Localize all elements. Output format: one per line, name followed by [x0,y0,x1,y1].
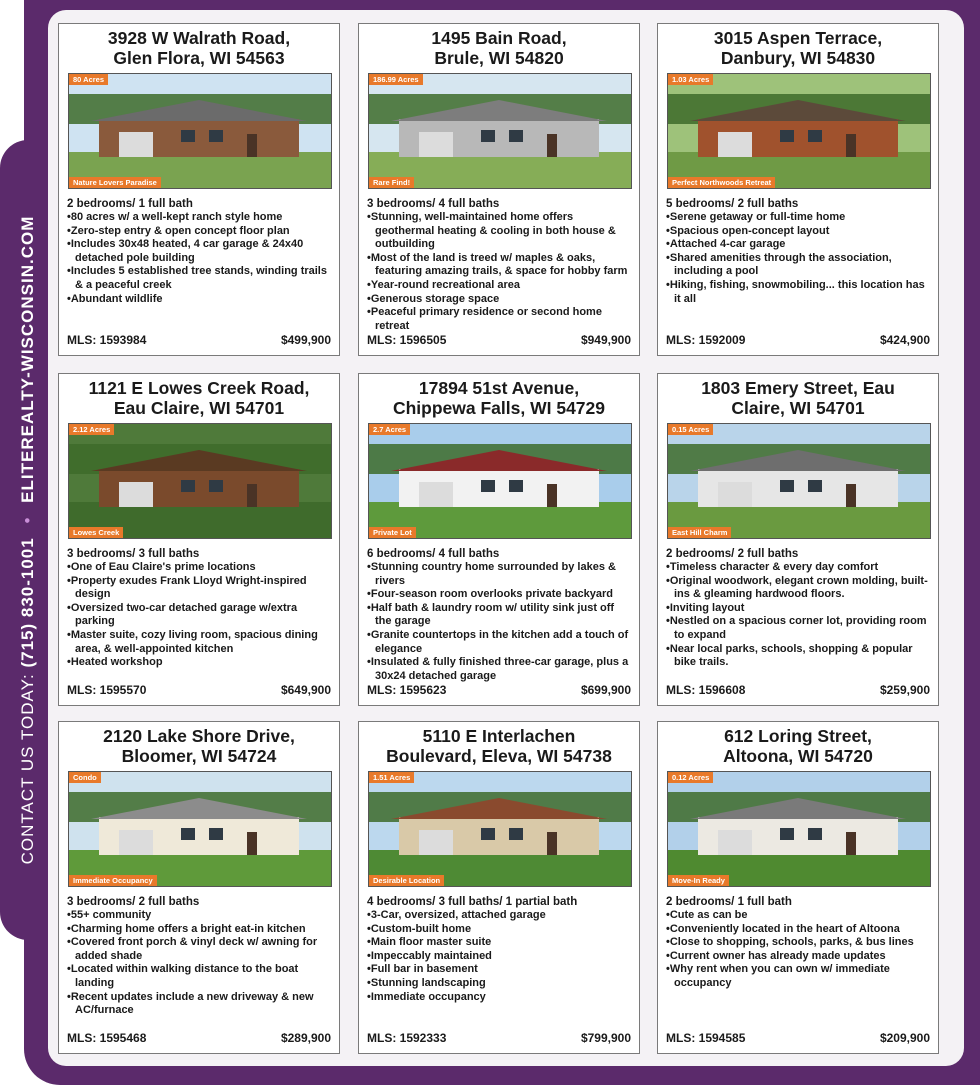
listing-feature: • Master suite, cozy living room, spacious dining area, & well-appointed kitchen [67,629,333,656]
photo-garage-door [419,482,453,507]
listing-footer [666,1031,930,1047]
listing-footer [367,1031,631,1047]
listing-feature: • Current owner has already made updates [666,950,932,964]
listing-feature: • Hiking, fishing, snowmobiling... this location has it all [666,279,932,306]
listing-price: $424,900 [879,333,930,347]
listing-feature: • Half bath & laundry room w/ utility sink just off the garage [367,602,633,629]
address-line-2: Danbury, WI 54830 [720,48,876,68]
listing-feature: • Insulated & fully finished three-car garage, plus a 30x24 detached garage [367,656,633,683]
listing-card[interactable] [358,373,640,706]
photo-window [181,130,195,142]
listing-photo[interactable] [368,73,632,189]
address-line-1: 3928 W Walrath Road, [107,28,291,48]
listing-address[interactable] [658,726,938,766]
photo-caption-badge: Desirable Location [369,875,444,886]
feature-list [666,211,932,306]
mls-number: MLS: 1596505 [367,333,447,347]
bed-bath-summary: 3 bedrooms/ 2 full baths [67,896,200,908]
address-line-1: 3015 Aspen Terrace, [713,28,883,48]
listing-photo[interactable] [368,423,632,539]
listing-feature: • Custom-built home [367,923,633,937]
listings-panel [48,10,964,1066]
photo-garage-door [419,132,453,157]
listing-price: $289,900 [280,1031,331,1045]
photo-caption-badge: Rare Find! [369,177,414,188]
listing-address[interactable] [359,28,639,68]
listing-photo-image [69,424,331,538]
feature-list [367,211,633,333]
listing-address[interactable] [658,28,938,68]
address-line-2: Glen Flora, WI 54563 [113,48,285,68]
photo-window [808,828,822,840]
listing-card[interactable] [358,23,640,356]
listing-feature: • Main floor master suite [367,936,633,950]
mls-number: MLS: 1594585 [666,1031,746,1045]
listing-photo-image [369,74,631,188]
listing-feature: • Impeccably maintained [367,950,633,964]
address-line-1: 1803 Emery Street, Eau [701,378,895,398]
listing-price: $799,900 [580,1031,631,1045]
photo-window [481,130,495,142]
photo-door [547,484,557,507]
photo-caption-badge: Perfect Northwoods Retreat [668,177,775,188]
listing-feature: • Nestled on a spacious corner lot, providing room to expand [666,615,932,642]
listing-feature: • Covered front porch & vinyl deck w/ awning for added shade [67,936,333,963]
address-line-1: 1121 E Lowes Creek Road, [88,378,310,398]
listing-card[interactable] [58,23,340,356]
listing-photo-image [69,772,331,886]
photo-window [509,480,523,492]
listing-feature: • Charming home offers a bright eat-in kitchen [67,923,333,937]
listing-photo[interactable] [667,423,931,539]
photo-window [780,828,794,840]
feature-list [67,561,333,670]
listing-photo-image [668,424,930,538]
website-link[interactable]: ELITEREALTY-WISCONSIN.COM [18,215,37,503]
listing-footer [367,333,631,349]
address-line-2: Altoona, WI 54720 [723,746,873,766]
photo-garage-door [119,132,153,157]
feature-list [67,909,333,1018]
acreage-badge: 1.51 Acres [369,772,414,783]
contact-label: CONTACT US TODAY: [18,673,37,865]
photo-caption-badge: Lowes Creek [69,527,123,538]
listing-footer [367,683,631,699]
listing-feature: • Granite countertops in the kitchen add a touch of elegance [367,629,633,656]
listing-feature: • Full bar in basement [367,963,633,977]
feature-list [666,909,932,991]
mls-number: MLS: 1595623 [367,683,447,697]
photo-caption-badge: Move-In Ready [668,875,729,886]
listing-feature: • Zero-step entry & open concept floor plan [67,225,333,239]
listing-price: $209,900 [879,1031,930,1045]
mls-number: MLS: 1592009 [666,333,746,347]
listing-feature: • Includes 30x48 heated, 4 car garage & 24x40 detached pole building [67,238,333,265]
address-line-1: 17894 51st Avenue, [418,378,580,398]
photo-door [547,832,557,855]
photo-door [247,832,257,855]
listing-feature: • Year-round recreational area [367,279,633,293]
listing-price: $649,900 [280,683,331,697]
address-line-2: Bloomer, WI 54724 [121,746,277,766]
listing-address[interactable] [59,28,339,68]
address-line-2: Eau Claire, WI 54701 [113,398,285,418]
listing-card[interactable] [657,23,939,356]
listing-feature: • Timeless character & every day comfort [666,561,932,575]
listing-feature: • Why rent when you can own w/ immediate occupancy [666,963,932,990]
listing-photo-image [369,424,631,538]
acreage-badge: 2.7 Acres [369,424,410,435]
listing-feature: • Peaceful primary residence or second home retreat [367,306,633,333]
listing-feature: • Stunning country home surrounded by lakes & rivers [367,561,633,588]
listing-feature: • Stunning, well-maintained home offers geothermal heating & cooling in both house & outbuilding [367,211,633,252]
listing-footer [67,333,331,349]
acreage-badge: 0.15 Acres [668,424,713,435]
listing-footer [67,683,331,699]
bed-bath-summary: 2 bedrooms/ 1 full bath [67,198,193,210]
listing-photo-image [69,74,331,188]
listing-feature: • Serene getaway or full-time home [666,211,932,225]
listing-feature: • Oversized two-car detached garage w/extra parking [67,602,333,629]
listing-photo-image [668,772,930,886]
photo-door [547,134,557,157]
feature-list [67,211,333,306]
acreage-badge: 2.12 Acres [69,424,114,435]
acreage-badge: 1.03 Acres [668,74,713,85]
address-line-1: 612 Loring Street, [724,726,872,746]
listing-feature: • Attached 4-car garage [666,238,932,252]
photo-garage-door [119,482,153,507]
listing-feature: • Generous storage space [367,293,633,307]
listing-feature: • Close to shopping, schools, parks, & bus lines [666,936,932,950]
listing-photo[interactable] [667,771,931,887]
listing-feature: • Recent updates include a new driveway & new AC/furnace [67,991,333,1018]
acreage-badge: 80 Acres [69,74,108,85]
address-line-2: Chippewa Falls, WI 54729 [392,398,606,418]
bed-bath-summary: 4 bedrooms/ 3 full baths/ 1 partial bath [367,896,578,908]
listing-feature: • Spacious open-concept layout [666,225,932,239]
listing-address[interactable] [59,726,339,766]
photo-door [846,832,856,855]
listing-photo[interactable] [68,423,332,539]
photo-garage-door [419,830,453,855]
listing-address[interactable] [59,378,339,418]
bed-bath-summary: 2 bedrooms/ 1 full bath [666,896,792,908]
photo-garage-door [718,132,752,157]
bed-bath-summary: 3 bedrooms/ 3 full baths [67,548,200,560]
listing-feature: • Shared amenities through the association, including a pool [666,252,932,279]
photo-window [481,480,495,492]
listing-feature: • Near local parks, schools, shopping & popular bike trails. [666,643,932,670]
acreage-badge: 186.99 Acres [369,74,423,85]
photo-window [780,130,794,142]
address-line-1: 5110 E Interlachen [422,726,576,746]
acreage-badge: Condo [69,772,101,783]
photo-window [808,480,822,492]
address-line-1: 2120 Lake Shore Drive, [103,726,295,746]
photo-caption-badge: Immediate Occupancy [69,875,157,886]
listing-feature: • Original woodwork, elegant crown molding, built-ins & gleaming hardwood floors. [666,575,932,602]
photo-caption-badge: Nature Lovers Paradise [69,177,161,188]
listing-feature: • Inviting layout [666,602,932,616]
bed-bath-summary: 6 bedrooms/ 4 full baths [367,548,500,560]
photo-window [509,828,523,840]
feature-list [666,561,932,670]
listing-feature: • Four-season room overlooks private backyard [367,588,633,602]
photo-door [247,134,257,157]
listing-feature: • Includes 5 established tree stands, winding trails & a peaceful creek [67,265,333,292]
bed-bath-summary: 5 bedrooms/ 2 full baths [666,198,799,210]
photo-caption-badge: Private Lot [369,527,416,538]
listing-price: $699,900 [580,683,631,697]
mls-number: MLS: 1596608 [666,683,746,697]
address-line-1: 1495 Bain Road, [431,28,567,48]
photo-garage-door [718,830,752,855]
photo-window [481,828,495,840]
listing-card[interactable] [58,721,340,1054]
listing-photo-image [668,74,930,188]
bed-bath-summary: 2 bedrooms/ 2 full baths [666,548,799,560]
photo-window [780,480,794,492]
listing-footer [67,1031,331,1047]
listing-feature: • Most of the land is treed w/ maples & oaks, featuring amazing trails, & space for hobby farm [367,252,633,279]
listing-feature: • 3-Car, oversized, attached garage [367,909,633,923]
listing-photo[interactable] [368,771,632,887]
photo-window [209,828,223,840]
photo-door [846,484,856,507]
listing-feature: • Conveniently located in the heart of Altoona [666,923,932,937]
listing-photo[interactable] [667,73,931,189]
contact-banner [18,216,38,865]
photo-garage-door [718,482,752,507]
photo-door [846,134,856,157]
feature-list [367,561,633,683]
listing-card[interactable] [657,721,939,1054]
listing-photo[interactable] [68,73,332,189]
mls-number: MLS: 1595570 [67,683,147,697]
mls-number: MLS: 1595468 [67,1031,147,1045]
listing-feature: • Heated workshop [67,656,333,670]
listing-price: $499,900 [280,333,331,347]
listing-card[interactable] [657,373,939,706]
listing-feature: • One of Eau Claire's prime locations [67,561,333,575]
mls-number: MLS: 1592333 [367,1031,447,1045]
listing-address[interactable] [359,378,639,418]
acreage-badge: 0.12 Acres [668,772,713,783]
photo-garage-door [119,830,153,855]
separator-dot: • [18,516,37,524]
photo-window [209,480,223,492]
listing-footer [666,683,930,699]
listing-feature: • Cute as can be [666,909,932,923]
bed-bath-summary: 3 bedrooms/ 4 full baths [367,198,500,210]
listing-footer [666,333,930,349]
listing-feature: • Abundant wildlife [67,293,333,307]
photo-window [181,828,195,840]
listing-feature: • Immediate occupancy [367,991,633,1005]
address-line-2: Claire, WI 54701 [731,398,865,418]
mls-number: MLS: 1593984 [67,333,147,347]
address-line-2: Boulevard, Eleva, WI 54738 [386,746,612,766]
listing-address[interactable] [658,378,938,418]
feature-list [367,909,633,1004]
listing-feature: • 55+ community [67,909,333,923]
listing-photo-image [369,772,631,886]
photo-door [247,484,257,507]
listing-feature: • Stunning landscaping [367,977,633,991]
listing-feature: • 80 acres w/ a well-kept ranch style home [67,211,333,225]
listing-price: $259,900 [879,683,930,697]
photo-window [209,130,223,142]
photo-window [509,130,523,142]
photo-window [808,130,822,142]
photo-caption-badge: East Hill Charm [668,527,731,538]
listing-photo[interactable] [68,771,332,887]
listing-feature: • Property exudes Frank Lloyd Wright-inspired design [67,575,333,602]
photo-window [181,480,195,492]
listing-feature: • Located within walking distance to the boat landing [67,963,333,990]
listing-card[interactable] [58,373,340,706]
address-line-2: Brule, WI 54820 [434,48,564,68]
listing-address[interactable] [359,726,639,766]
listing-price: $949,900 [580,333,631,347]
listing-card[interactable] [358,721,640,1054]
phone-number[interactable]: (715) 830-1001 [18,537,37,668]
